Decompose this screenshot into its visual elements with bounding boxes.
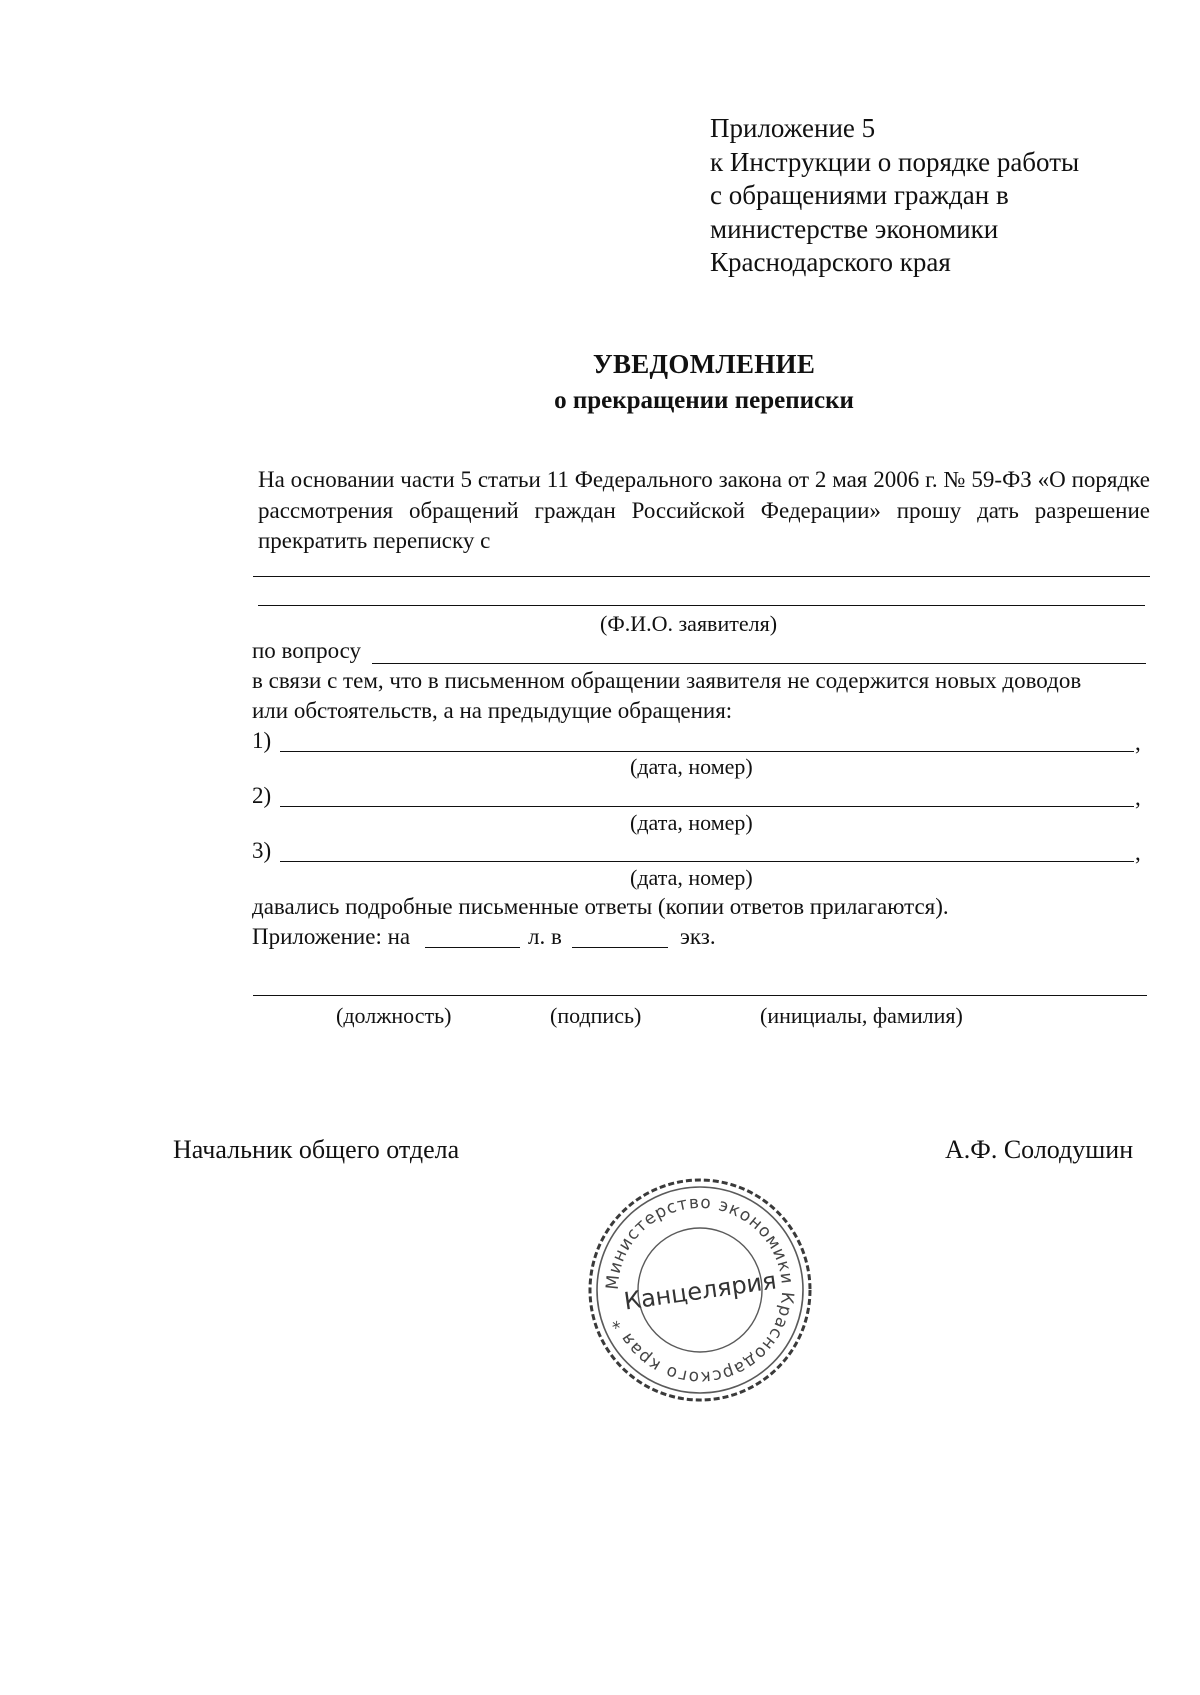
item-comma: , <box>1135 840 1141 865</box>
date-number-caption: (дата, номер) <box>630 865 753 890</box>
item-line <box>280 861 1134 862</box>
sheets-blank <box>425 947 520 948</box>
answers-text: давались подробные письменные ответы (копии ответов прилагаются). <box>252 894 949 919</box>
stamp-center-text: Канцелярия <box>622 1266 779 1316</box>
signer-name: А.Ф. Солодушин <box>945 1135 1134 1164</box>
initials-caption: (инициалы, фамилия) <box>760 1003 963 1028</box>
signer-position: Начальник общего отдела <box>173 1135 460 1164</box>
header-line: Приложение 5 <box>710 113 876 143</box>
header-line: Краснодарского края <box>710 247 951 277</box>
attachment-sheets: л. в <box>528 924 562 949</box>
question-label: по вопросу <box>252 638 362 663</box>
document-subtitle: о прекращении переписки <box>554 387 854 414</box>
date-number-caption: (дата, номер) <box>630 810 753 835</box>
signature-line <box>253 995 1147 996</box>
header-line: министерстве экономики <box>710 213 999 244</box>
signature-caption: (подпись) <box>550 1003 642 1028</box>
copies-blank <box>572 947 668 948</box>
item-number: 2) <box>252 783 272 808</box>
document-title: УВЕДОМЛЕНИЕ <box>592 349 816 379</box>
header-line: с обращениями граждан в <box>710 180 1009 210</box>
attachment-prefix: Приложение: на <box>252 924 411 949</box>
item-line <box>280 806 1134 807</box>
item-line <box>280 751 1134 752</box>
item-comma: , <box>1135 730 1141 755</box>
reason-line: в связи с тем, что в письменном обращении заявителя не содержится новых доводов <box>252 668 1082 693</box>
item-comma: , <box>1135 785 1141 810</box>
applicant-line <box>258 605 1145 606</box>
question-line <box>372 663 1146 664</box>
applicant-line <box>253 576 1150 577</box>
reason-line: или обстоятельств, а на предыдущие обращения: <box>252 698 733 723</box>
item-number: 1) <box>252 728 272 753</box>
item-number: 3) <box>252 838 272 863</box>
position-caption: (должность) <box>336 1003 452 1028</box>
attachment-copies: экз. <box>680 924 716 949</box>
intro-paragraph: На основании части 5 статьи 11 Федерального закона от 2 мая 2006 г. № 59-ФЗ «О порядке рассмотрения обращений граждан Российской Федерации» прошу дать разрешение прекратить переписку с <box>258 467 1150 553</box>
appendix-header <box>710 112 1079 280</box>
applicant-caption: (Ф.И.О. заявителя) <box>600 611 778 636</box>
date-number-caption: (дата, номер) <box>630 754 753 779</box>
header-line: к Инструкции о порядке работы <box>710 146 1080 177</box>
office-stamp <box>585 1175 815 1405</box>
stamp-ring-text: Министерство экономики Краснодарского края * <box>602 1192 798 1388</box>
